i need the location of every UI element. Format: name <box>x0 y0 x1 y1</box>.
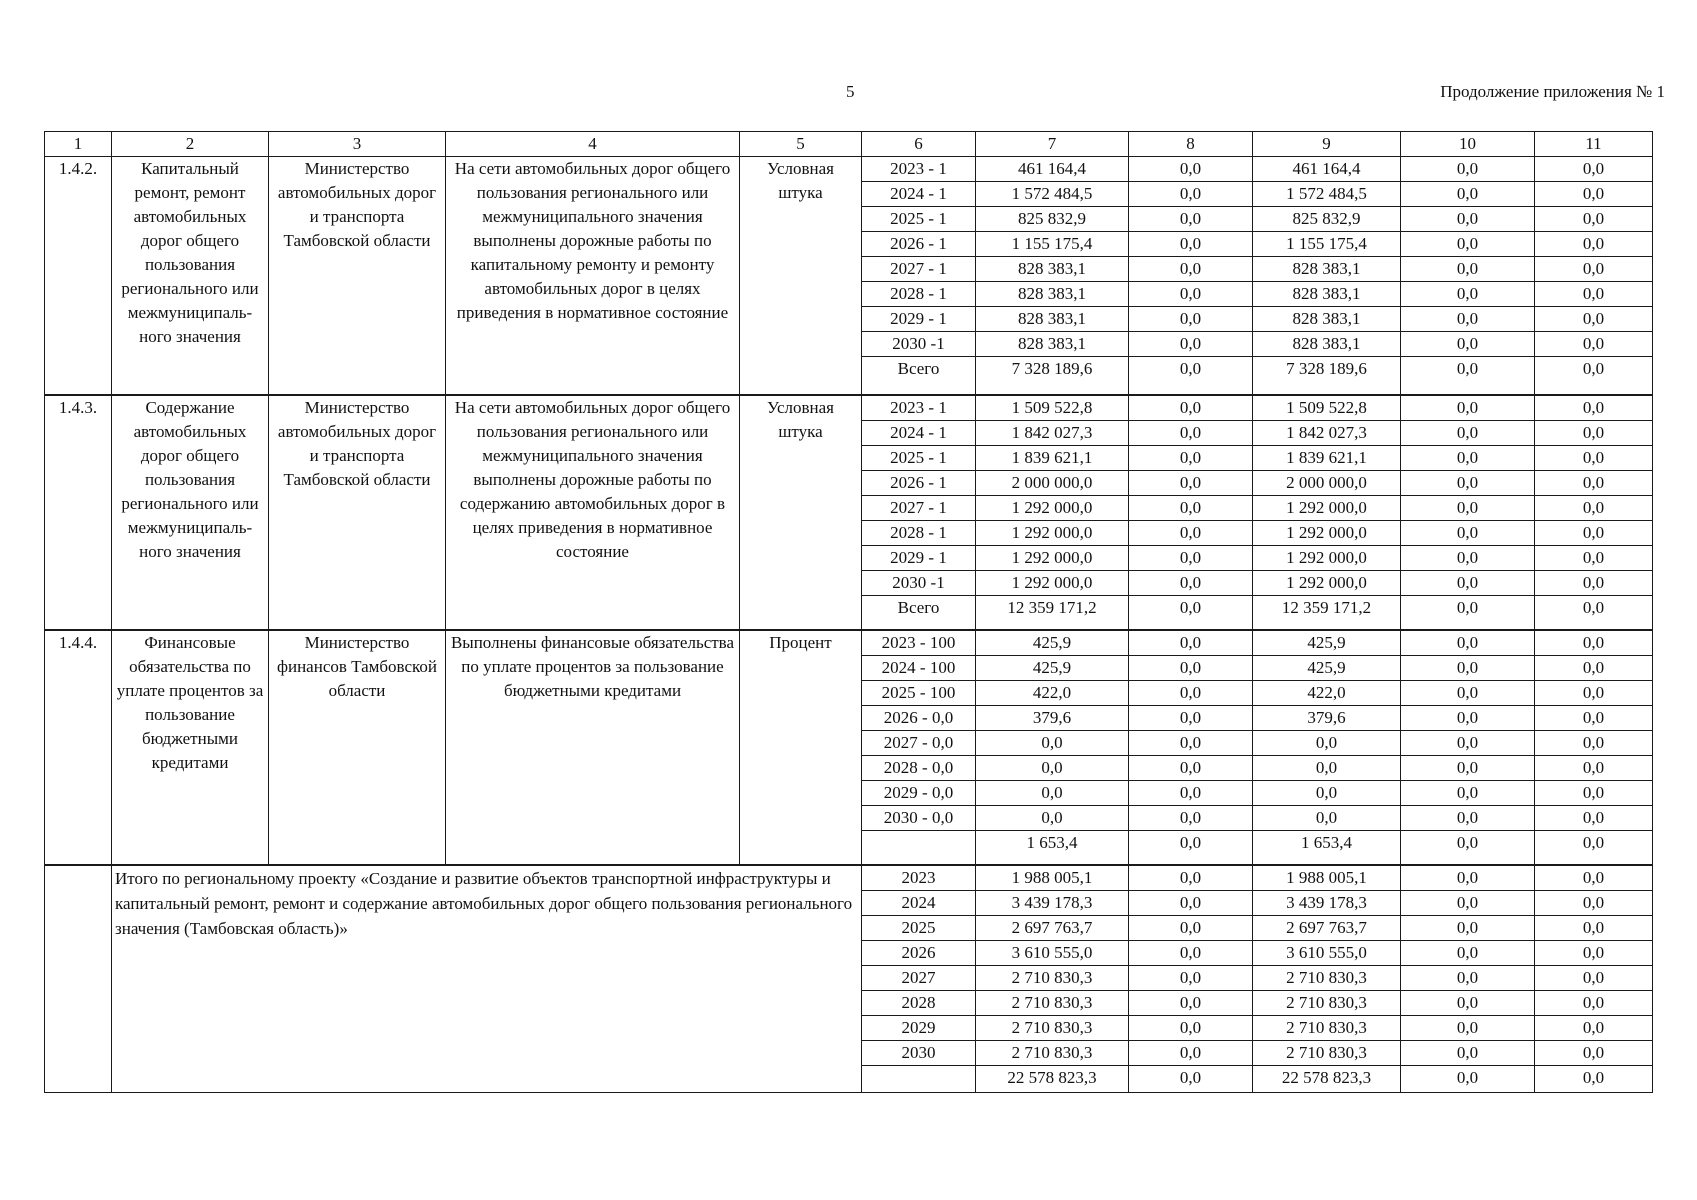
item-executor: Министерство автомобильных дорог и транспорта Тамбовской области <box>269 157 446 395</box>
value-cell: 2 697 763,7 <box>976 916 1129 941</box>
value-cell: 0,0 <box>1535 991 1653 1016</box>
value-cell: 0,0 <box>1535 157 1653 182</box>
year-cell: 2027 - 1 <box>862 257 976 282</box>
value-cell: 0,0 <box>1129 307 1253 332</box>
value-cell: 0,0 <box>1129 257 1253 282</box>
year-cell: 2029 - 1 <box>862 546 976 571</box>
value-cell: 0,0 <box>1535 207 1653 232</box>
year-cell <box>862 1066 976 1093</box>
year-cell: 2024 - 100 <box>862 656 976 681</box>
value-cell: 0,0 <box>1401 421 1535 446</box>
year-cell: 2024 - 1 <box>862 182 976 207</box>
value-cell: 0,0 <box>1401 471 1535 496</box>
year-cell: 2025 <box>862 916 976 941</box>
value-cell: 0,0 <box>1401 182 1535 207</box>
total-blank-cell <box>45 866 112 1093</box>
value-cell: 0,0 <box>1401 831 1535 865</box>
column-header: 6 <box>862 132 976 157</box>
year-cell: Всего <box>862 357 976 395</box>
value-cell: 3 439 178,3 <box>1253 891 1401 916</box>
column-header: 7 <box>976 132 1129 157</box>
value-cell: 0,0 <box>1535 891 1653 916</box>
value-cell: 1 842 027,3 <box>976 421 1129 446</box>
value-cell: 422,0 <box>976 681 1129 706</box>
value-cell: 0,0 <box>1401 706 1535 731</box>
value-cell: 0,0 <box>1535 396 1653 421</box>
year-cell: 2030 <box>862 1041 976 1066</box>
column-number-row <box>45 132 1653 157</box>
value-cell: 0,0 <box>1401 521 1535 546</box>
column-header: 11 <box>1535 132 1653 157</box>
year-cell: 2029 - 0,0 <box>862 781 976 806</box>
value-cell: 0,0 <box>1129 631 1253 656</box>
value-cell: 0,0 <box>1129 182 1253 207</box>
value-cell: 0,0 <box>1129 656 1253 681</box>
value-cell: 0,0 <box>1535 596 1653 630</box>
value-cell: 2 000 000,0 <box>976 471 1129 496</box>
value-cell: 422,0 <box>1253 681 1401 706</box>
value-cell: 825 832,9 <box>976 207 1129 232</box>
value-cell: 0,0 <box>1401 282 1535 307</box>
value-cell: 0,0 <box>1401 207 1535 232</box>
value-cell: 1 572 484,5 <box>976 182 1129 207</box>
value-cell: 0,0 <box>1535 471 1653 496</box>
year-cell: 2026 - 0,0 <box>862 706 976 731</box>
value-cell: 0,0 <box>1129 1041 1253 1066</box>
value-cell: 0,0 <box>1129 332 1253 357</box>
value-cell: 1 653,4 <box>976 831 1129 865</box>
value-cell: 1 509 522,8 <box>976 396 1129 421</box>
value-cell: 2 710 830,3 <box>1253 966 1401 991</box>
year-cell: 2025 - 1 <box>862 207 976 232</box>
year-cell: Всего <box>862 596 976 630</box>
column-header: 8 <box>1129 132 1253 157</box>
column-header: 9 <box>1253 132 1401 157</box>
value-cell: 0,0 <box>1535 257 1653 282</box>
year-cell: 2028 <box>862 991 976 1016</box>
value-cell: 1 653,4 <box>1253 831 1401 865</box>
value-cell: 0,0 <box>1401 1066 1535 1093</box>
value-cell: 0,0 <box>1535 631 1653 656</box>
value-cell: 0,0 <box>976 781 1129 806</box>
value-cell: 0,0 <box>1401 232 1535 257</box>
value-cell: 0,0 <box>1535 546 1653 571</box>
value-cell: 0,0 <box>1129 1016 1253 1041</box>
year-cell: 2025 - 1 <box>862 446 976 471</box>
value-cell: 0,0 <box>1401 806 1535 831</box>
column-header: 4 <box>446 132 740 157</box>
item-unit: Процент <box>740 631 862 865</box>
value-cell: 1 839 621,1 <box>976 446 1129 471</box>
item-name: Финансовые обязательства по уплате процентов за пользование бюджетными кредитами <box>112 631 269 865</box>
value-cell: 2 000 000,0 <box>1253 471 1401 496</box>
value-cell: 825 832,9 <box>1253 207 1401 232</box>
value-cell: 0,0 <box>1401 596 1535 630</box>
year-cell <box>862 831 976 865</box>
value-cell: 1 292 000,0 <box>1253 571 1401 596</box>
value-cell: 0,0 <box>1401 941 1535 966</box>
total-row <box>45 866 1653 891</box>
value-cell: 12 359 171,2 <box>1253 596 1401 630</box>
value-cell: 0,0 <box>1535 806 1653 831</box>
item-executor: Министерство автомобильных дорог и транспорта Тамбовской области <box>269 396 446 630</box>
value-cell: 0,0 <box>1535 332 1653 357</box>
value-cell: 0,0 <box>1535 706 1653 731</box>
value-cell: 1 292 000,0 <box>1253 521 1401 546</box>
value-cell: 2 710 830,3 <box>976 966 1129 991</box>
value-cell: 12 359 171,2 <box>976 596 1129 630</box>
column-header: 10 <box>1401 132 1535 157</box>
value-cell: 0,0 <box>1535 656 1653 681</box>
value-cell: 2 710 830,3 <box>976 1041 1129 1066</box>
year-cell: 2023 <box>862 866 976 891</box>
value-cell: 0,0 <box>1129 282 1253 307</box>
value-cell: 0,0 <box>1129 421 1253 446</box>
value-cell: 0,0 <box>1535 182 1653 207</box>
value-cell: 0,0 <box>1535 521 1653 546</box>
value-cell: 0,0 <box>976 756 1129 781</box>
value-cell: 0,0 <box>1535 1016 1653 1041</box>
value-cell: 425,9 <box>1253 656 1401 681</box>
value-cell: 0,0 <box>1535 916 1653 941</box>
value-cell: 0,0 <box>1129 916 1253 941</box>
value-cell: 2 710 830,3 <box>976 1016 1129 1041</box>
appendix-table <box>44 131 1653 1093</box>
value-cell: 0,0 <box>976 731 1129 756</box>
value-cell: 1 842 027,3 <box>1253 421 1401 446</box>
value-cell: 0,0 <box>1401 681 1535 706</box>
value-cell: 379,6 <box>976 706 1129 731</box>
value-cell: 0,0 <box>1401 446 1535 471</box>
year-cell: 2028 - 1 <box>862 282 976 307</box>
value-cell: 828 383,1 <box>976 282 1129 307</box>
value-cell: 1 292 000,0 <box>976 546 1129 571</box>
value-cell: 1 572 484,5 <box>1253 182 1401 207</box>
value-cell: 0,0 <box>1535 446 1653 471</box>
item-executor: Министерство финансов Тамбовской области <box>269 631 446 865</box>
value-cell: 425,9 <box>1253 631 1401 656</box>
value-cell: 0,0 <box>1253 756 1401 781</box>
value-cell: 7 328 189,6 <box>1253 357 1401 395</box>
value-cell: 0,0 <box>1535 357 1653 395</box>
value-cell: 828 383,1 <box>1253 332 1401 357</box>
value-cell: 0,0 <box>1401 866 1535 891</box>
value-cell: 2 710 830,3 <box>976 991 1129 1016</box>
value-cell: 0,0 <box>1401 656 1535 681</box>
value-cell: 3 439 178,3 <box>976 891 1129 916</box>
value-cell: 1 988 005,1 <box>1253 866 1401 891</box>
year-cell: 2029 <box>862 1016 976 1041</box>
column-header: 2 <box>112 132 269 157</box>
value-cell: 0,0 <box>976 806 1129 831</box>
value-cell: 0,0 <box>1129 966 1253 991</box>
value-cell: 0,0 <box>1535 282 1653 307</box>
value-cell: 2 710 830,3 <box>1253 991 1401 1016</box>
value-cell: 1 292 000,0 <box>976 496 1129 521</box>
continuation-label: Продолжение приложения № 1 <box>1440 82 1665 101</box>
value-cell: 3 610 555,0 <box>1253 941 1401 966</box>
year-cell: 2023 - 1 <box>862 396 976 421</box>
value-cell: 0,0 <box>1535 731 1653 756</box>
value-cell: 0,0 <box>1535 1041 1653 1066</box>
year-cell: 2028 - 0,0 <box>862 756 976 781</box>
value-cell: 0,0 <box>1535 756 1653 781</box>
value-cell: 0,0 <box>1401 571 1535 596</box>
item-result: На сети автомобильных дорог общего пользования регионального или межмуниципального значения выполнены дорожные работы по содержанию автомобильных дорог в целях приведения в нормативное состояние <box>446 396 740 630</box>
value-cell: 1 292 000,0 <box>976 571 1129 596</box>
value-cell: 0,0 <box>1129 941 1253 966</box>
table-row <box>45 157 1653 182</box>
value-cell: 0,0 <box>1129 681 1253 706</box>
value-cell: 828 383,1 <box>976 257 1129 282</box>
value-cell: 425,9 <box>976 631 1129 656</box>
column-header: 3 <box>269 132 446 157</box>
value-cell: 0,0 <box>1129 731 1253 756</box>
column-header: 5 <box>740 132 862 157</box>
value-cell: 0,0 <box>1129 446 1253 471</box>
value-cell: 0,0 <box>1535 421 1653 446</box>
value-cell: 828 383,1 <box>1253 307 1401 332</box>
year-cell: 2023 - 100 <box>862 631 976 656</box>
value-cell: 7 328 189,6 <box>976 357 1129 395</box>
value-cell: 0,0 <box>1253 781 1401 806</box>
value-cell: 0,0 <box>1129 546 1253 571</box>
page-number: 5 <box>846 82 855 101</box>
value-cell: 828 383,1 <box>976 307 1129 332</box>
year-cell: 2027 <box>862 966 976 991</box>
item-number: 1.4.3. <box>45 396 112 630</box>
value-cell: 0,0 <box>1401 496 1535 521</box>
year-cell: 2030 - 0,0 <box>862 806 976 831</box>
value-cell: 0,0 <box>1401 891 1535 916</box>
value-cell: 0,0 <box>1129 471 1253 496</box>
value-cell: 0,0 <box>1401 966 1535 991</box>
value-cell: 0,0 <box>1535 1066 1653 1093</box>
year-cell: 2027 - 0,0 <box>862 731 976 756</box>
value-cell: 828 383,1 <box>1253 257 1401 282</box>
value-cell: 461 164,4 <box>976 157 1129 182</box>
value-cell: 0,0 <box>1535 307 1653 332</box>
value-cell: 0,0 <box>1401 1016 1535 1041</box>
value-cell: 0,0 <box>1535 232 1653 257</box>
value-cell: 0,0 <box>1401 396 1535 421</box>
value-cell: 0,0 <box>1535 781 1653 806</box>
item-result: На сети автомобильных дорог общего пользования регионального или межмуниципального значения выполнены дорожные работы по капитальному ремонту и ремонту автомобильных дорог в целях приведения в нормативное состояние <box>446 157 740 395</box>
value-cell: 0,0 <box>1401 257 1535 282</box>
value-cell: 0,0 <box>1535 966 1653 991</box>
item-number: 1.4.2. <box>45 157 112 395</box>
column-header: 1 <box>45 132 112 157</box>
value-cell: 0,0 <box>1129 571 1253 596</box>
item-result: Выполнены финансовые обязательства по уплате процентов за пользование бюджетными кредитами <box>446 631 740 865</box>
value-cell: 0,0 <box>1129 1066 1253 1093</box>
value-cell: 0,0 <box>1129 157 1253 182</box>
value-cell: 0,0 <box>1129 596 1253 630</box>
value-cell: 0,0 <box>1129 357 1253 395</box>
value-cell: 0,0 <box>1129 496 1253 521</box>
value-cell: 0,0 <box>1129 521 1253 546</box>
value-cell: 425,9 <box>976 656 1129 681</box>
value-cell: 0,0 <box>1253 806 1401 831</box>
year-cell: 2023 - 1 <box>862 157 976 182</box>
value-cell: 0,0 <box>1535 941 1653 966</box>
value-cell: 0,0 <box>1401 307 1535 332</box>
value-cell: 22 578 823,3 <box>976 1066 1129 1093</box>
item-name: Содержание автомобильных дорог общего пользования регионального или межмуниципаль-ного значения <box>112 396 269 630</box>
value-cell: 0,0 <box>1535 866 1653 891</box>
value-cell: 1 509 522,8 <box>1253 396 1401 421</box>
value-cell: 1 155 175,4 <box>976 232 1129 257</box>
year-cell: 2026 <box>862 941 976 966</box>
value-cell: 2 710 830,3 <box>1253 1016 1401 1041</box>
value-cell: 1 292 000,0 <box>1253 546 1401 571</box>
value-cell: 1 839 621,1 <box>1253 446 1401 471</box>
value-cell: 461 164,4 <box>1253 157 1401 182</box>
value-cell: 828 383,1 <box>976 332 1129 357</box>
year-cell: 2027 - 1 <box>862 496 976 521</box>
value-cell: 2 710 830,3 <box>1253 1041 1401 1066</box>
year-cell: 2026 - 1 <box>862 232 976 257</box>
total-label: Итого по региональному проекту «Создание и развитие объектов транспортной инфраструктуры и капитальный ремонт, ремонт и содержание автомобильных дорог общего пользования регионального значения (Тамбовская область)» <box>112 866 862 1093</box>
year-cell: 2028 - 1 <box>862 521 976 546</box>
value-cell: 2 697 763,7 <box>1253 916 1401 941</box>
year-cell: 2024 - 1 <box>862 421 976 446</box>
value-cell: 828 383,1 <box>1253 282 1401 307</box>
value-cell: 379,6 <box>1253 706 1401 731</box>
value-cell: 0,0 <box>1129 396 1253 421</box>
value-cell: 0,0 <box>1129 207 1253 232</box>
value-cell: 0,0 <box>1401 756 1535 781</box>
value-cell: 0,0 <box>1129 991 1253 1016</box>
value-cell: 0,0 <box>1253 731 1401 756</box>
value-cell: 0,0 <box>1401 916 1535 941</box>
value-cell: 1 292 000,0 <box>1253 496 1401 521</box>
item-name: Капитальный ремонт, ремонт автомобильных дорог общего пользования регионального или межмуниципаль-ного значения <box>112 157 269 395</box>
value-cell: 0,0 <box>1535 831 1653 865</box>
value-cell: 0,0 <box>1401 157 1535 182</box>
item-unit: Условная штука <box>740 157 862 395</box>
item-number: 1.4.4. <box>45 631 112 865</box>
value-cell: 0,0 <box>1535 681 1653 706</box>
year-cell: 2025 - 100 <box>862 681 976 706</box>
value-cell: 0,0 <box>1129 706 1253 731</box>
value-cell: 0,0 <box>1129 831 1253 865</box>
year-cell: 2029 - 1 <box>862 307 976 332</box>
value-cell: 0,0 <box>1129 781 1253 806</box>
table-row <box>45 631 1653 656</box>
value-cell: 0,0 <box>1401 991 1535 1016</box>
item-unit: Условная штука <box>740 396 862 630</box>
value-cell: 1 292 000,0 <box>976 521 1129 546</box>
value-cell: 22 578 823,3 <box>1253 1066 1401 1093</box>
year-cell: 2030 -1 <box>862 332 976 357</box>
value-cell: 0,0 <box>1401 357 1535 395</box>
year-cell: 2030 -1 <box>862 571 976 596</box>
value-cell: 0,0 <box>1129 232 1253 257</box>
table-row <box>45 396 1653 421</box>
value-cell: 0,0 <box>1535 496 1653 521</box>
value-cell: 0,0 <box>1129 806 1253 831</box>
year-cell: 2024 <box>862 891 976 916</box>
value-cell: 0,0 <box>1401 781 1535 806</box>
year-cell: 2026 - 1 <box>862 471 976 496</box>
value-cell: 0,0 <box>1535 571 1653 596</box>
value-cell: 0,0 <box>1129 866 1253 891</box>
value-cell: 1 155 175,4 <box>1253 232 1401 257</box>
value-cell: 1 988 005,1 <box>976 866 1129 891</box>
value-cell: 3 610 555,0 <box>976 941 1129 966</box>
value-cell: 0,0 <box>1129 891 1253 916</box>
value-cell: 0,0 <box>1401 332 1535 357</box>
value-cell: 0,0 <box>1401 546 1535 571</box>
value-cell: 0,0 <box>1401 731 1535 756</box>
value-cell: 0,0 <box>1401 631 1535 656</box>
value-cell: 0,0 <box>1129 756 1253 781</box>
value-cell: 0,0 <box>1401 1041 1535 1066</box>
